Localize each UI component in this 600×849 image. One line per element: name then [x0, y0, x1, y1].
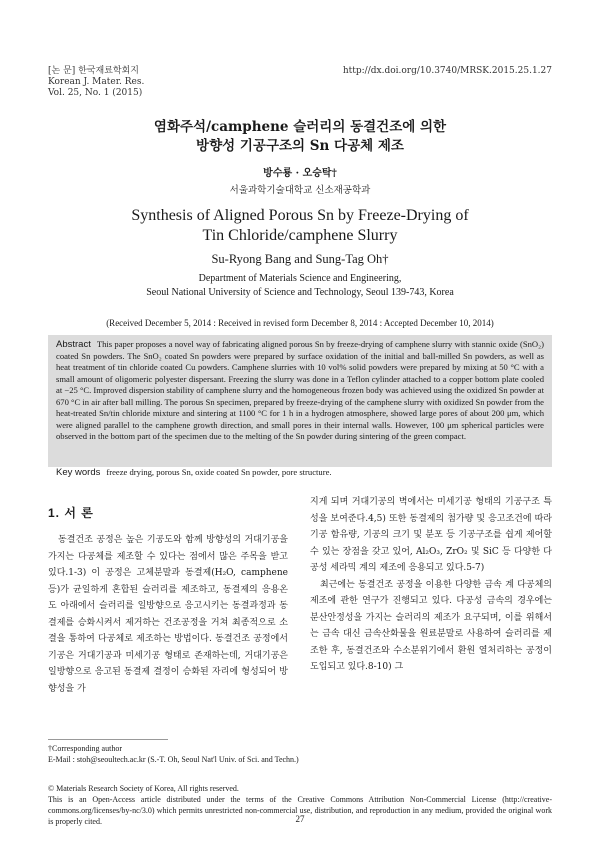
- doi-link[interactable]: http://dx.doi.org/10.3740/MRSK.2015.25.1.27: [342, 66, 552, 76]
- affiliation-english: [0, 272, 600, 300]
- body-column-left: [48, 532, 288, 697]
- abstract-body: This paper proposes a novel way of fabricating aligned porous Sn by freeze-drying of camphene slurry with stannic oxide (SnO₂) coated Sn powders. The SnO₂ coated Sn powders were prepared by surface oxidation of the initial and ball-milled Sn powders, as well as heat treatment of tin chloride coated Cu powders. Camphene slurries with 10 vol% solid powders were prepared by mixing at 50 °C with a small amount of oligomeric polyester dispersant. Freezing the slurry was done in a Teflon cylinder attached to a copper bottom plate cooled at −25 °C. Improved dispersion stability of camphene slurry and the homogeneous frozen body was achieved using the oxidized Sn powder at 670 °C in air after ball milling. The porous Sn specimen, prepared by freeze-drying of the camphene slurry with oxidized Sn powder from the heat-treated Sn/tin chloride mixture and sintering at 1100 °C for 1 h in a hydrogen atmosphere, showed large pores of about 200 μm, which were aligned parallel to the camphene growth direction, and small pores in their internal walls. However, 100 μm spherical particles were observed in the bottom part of the specimen due to the melting of the Sn powder during sintering of the green compact.: [56, 339, 544, 441]
- keywords: [56, 467, 544, 478]
- received-dates: (Received December 5, 2014 : Received in revised form December 8, 2014 : Accepted December 10, 2014): [106, 318, 494, 328]
- copyright-line: © Materials Research Society of Korea, All rights reserved.: [48, 784, 239, 793]
- title-korean-line2: 방향성 기공구조의 Sn 다공체 제조: [196, 138, 404, 154]
- corresponding-author-email: E-Mail : stoh@seoultech.ac.kr (S.-T. Oh, Seoul Nat'l Univ. of Sci. and Techn.): [48, 755, 299, 764]
- journal-name-ko: [논 문] 한국재료학회지: [48, 66, 139, 76]
- abstract: [56, 339, 544, 443]
- body-paragraph: 동결건조 공정은 높은 기공도와 함께 방향성의 거대기공을 가지는 다공체를 제조할 수 있다는 점에서 많은 주목을 받고 있다.1-3) 이 공정은 고체분말과 동결제(H₂O, camphene 등)가 균일하게 혼합된 슬러리를 제조하고, 동결제의 응용온도 아래에서 슬러리를 일방향으로 응고시키는 동결과정과 동결제를 승화시켜서 제거하는 건조공정을 거쳐 최종적으로 소결을 통하여 다공체로 제조하는 방법이다. 동결건조 공정에서 기공은 거대기공과 미세기공 형태로 존재하는데, 거대기공은 일방향으로 응고된 동결제 결정이 승화된 자리에 형성되어 방향성을 가: [48, 535, 288, 694]
- license-text: This is an Open-Access article distributed under the terms of the Creative Commons Attribution Non-Commercial License (http://creative-commons.org/licenses/by-nc/3.0) which permits unrestricted non-commercial use, distribution, and reproduction in any medium, provided the original work is properly cited.: [48, 795, 552, 826]
- footnote-divider: [48, 739, 168, 740]
- keywords-list: freeze drying, porous Sn, oxide coated Sn powder, pore structure.: [106, 467, 332, 477]
- journal-name-en: Korean J. Mater. Res.: [48, 77, 145, 87]
- body-paragraph: 지게 되며 거대기공의 벽에서는 미세기공 형태의 기공구조 특성을 보여준다.4,5) 또한 동결제의 첨가량 및 응고조건에 따라 기공 함유량, 기공의 크기 및 분포 등 기공구조를 쉽게 제어할 수 있는 장점을 갖고 있어, Al₂O₃, ZrO₂ 및 SiC 등 다양한 다공성 세라믹 계의 제조에 응용되고 있다.5-7): [310, 497, 552, 573]
- corresponding-author-label: †Corresponding author: [48, 744, 122, 753]
- title-english: [0, 206, 600, 246]
- authors-english: Su-Ryong Bang and Sung-Tag Oh†: [211, 252, 389, 266]
- affiliation-english-line1: Department of Materials Science and Engineering,: [198, 273, 402, 284]
- title-english-line1: Synthesis of Aligned Porous Sn by Freeze-Drying of: [131, 207, 469, 224]
- affiliation-english-line2: Seoul National University of Science and Technology, Seoul 139-743, Korea: [146, 287, 454, 298]
- affiliation-korean: 서울과학기술대학교 신소재공학과: [229, 185, 371, 196]
- authors-korean: 방수룡 · 오승탁†: [263, 168, 337, 179]
- body-column-right: [310, 494, 552, 676]
- journal-volume: Vol. 25, No. 1 (2015): [48, 88, 143, 98]
- keywords-label: Key words: [56, 467, 101, 478]
- abstract-label: Abstract: [56, 339, 91, 350]
- footnote: [48, 743, 552, 765]
- title-korean: [0, 118, 600, 156]
- title-korean-line1: 염화주석/camphene 슬러리의 동결건조에 의한: [153, 119, 447, 135]
- title-english-line2: Tin Chloride/camphene Slurry: [202, 227, 398, 244]
- page-number: 27: [295, 814, 305, 824]
- journal-header: [48, 66, 144, 99]
- section-introduction-title: 1. 서 론: [48, 506, 94, 520]
- body-paragraph: 최근에는 동결건조 공정을 이용한 다양한 금속 계 다공체의 제조에 관한 연구가 진행되고 있다. 다공성 금속의 경우에는 분산안정성을 가지는 슬러리의 제조가 요구되며, 이를 위해서는 금속 대신 금속산화물을 원료분말로 사용하여 슬러리를 제조한 후, 동결건조와 수소분위기에서 환원 열처리하는 공정이 도입되고 있다.8-10) 그: [310, 579, 552, 672]
